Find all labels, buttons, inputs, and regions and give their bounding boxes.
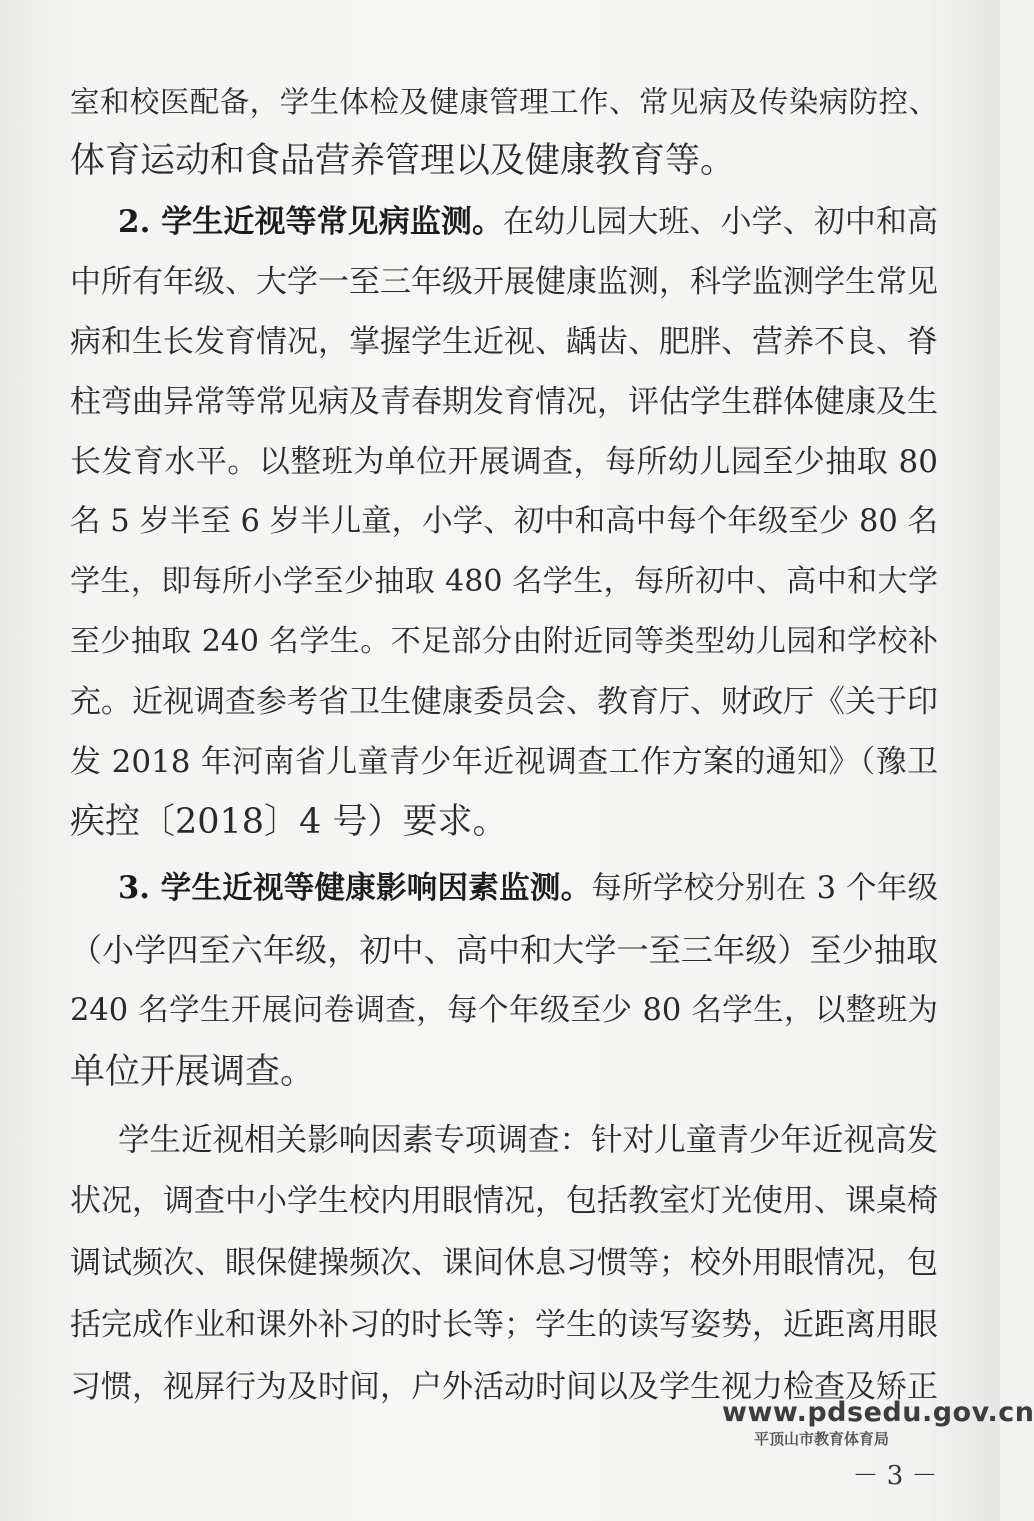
body-line: 中所有年级、大学一至三年级开展健康监测，科学监测学生常见 [70, 264, 938, 300]
body-line: 单位开展调查。 [70, 1052, 316, 1092]
body-line: 名 5 岁半至 6 岁半儿童，小学、初中和高中每个年级至少 80 名 [70, 504, 938, 539]
page-number: － 3 － [852, 1461, 938, 1491]
body-line: 至少抽取 240 名学生。不足部分由附近同等类型幼儿园和学校补 [70, 624, 938, 659]
body-line: 状况，调查中小学生校内用眼情况，包括教室灯光使用、课桌椅 [70, 1183, 938, 1219]
body-line: 充。近视调查参考省卫生健康委员会、教育厅、财政厅《关于印 [70, 684, 938, 720]
body-line: 体育运动和食品营养管理以及健康教育等。 [70, 141, 736, 181]
section-3-line [118, 868, 938, 909]
body-line: 室和校医配备，学生体检及健康管理工作、常见病及传染病防控、 [70, 85, 938, 119]
body-line: 240 名学生开展问卷调查，每个年级至少 80 名学生，以整班为 [70, 993, 938, 1028]
body-line: （小学四至六年级，初中、高中和大学一至三年级）至少抽取 [70, 931, 938, 969]
section-3-heading: 3. 学生近视等健康影响因素监测。 [118, 870, 592, 906]
body-line: 长发育水平。以整班为单位开展调查，每所幼儿园至少抽取 80 [70, 444, 938, 480]
body-line: 柱弯曲异常等常见病及青春期发育情况，评估学生群体健康及生 [70, 384, 938, 420]
body-line: 学生，即每所小学至少抽取 480 名学生，每所初中、高中和大学 [70, 564, 938, 599]
body-line: 病和生长发育情况，掌握学生近视、龋齿、肥胖、营养不良、脊 [70, 324, 938, 360]
section-2-text: 在幼儿园大班、小学、初中和高 [503, 204, 939, 240]
watermark-url: www.pdsedu.gov.cn [722, 1397, 1034, 1428]
body-line: 发 2018 年河南省儿童青少年近视调查工作方案的通知》（豫卫 [70, 744, 938, 780]
section-2-heading: 2. 学生近视等常见病监测。 [118, 204, 504, 240]
site-watermark [722, 1397, 1034, 1449]
section-2-line [118, 202, 938, 242]
section-3-text: 每所学校分别在 3 个年级 [591, 871, 938, 906]
body-line: 习惯，视屏行为及时间，户外活动时间以及学生视力检查及矫正 [70, 1369, 938, 1405]
body-line: 括完成作业和课外补习的时长等；学生的读写姿势，近距离用眼 [70, 1307, 938, 1343]
watermark-org: 平顶山市教育体育局 [754, 1430, 890, 1448]
body-line: 学生近视相关影响因素专项调查：针对儿童青少年近视高发 [118, 1122, 938, 1158]
body-line: 疾控〔2018〕4 号）要求。 [70, 802, 508, 842]
body-line: 调试频次、眼保健操频次、课间休息习惯等；校外用眼情况，包 [70, 1245, 938, 1281]
